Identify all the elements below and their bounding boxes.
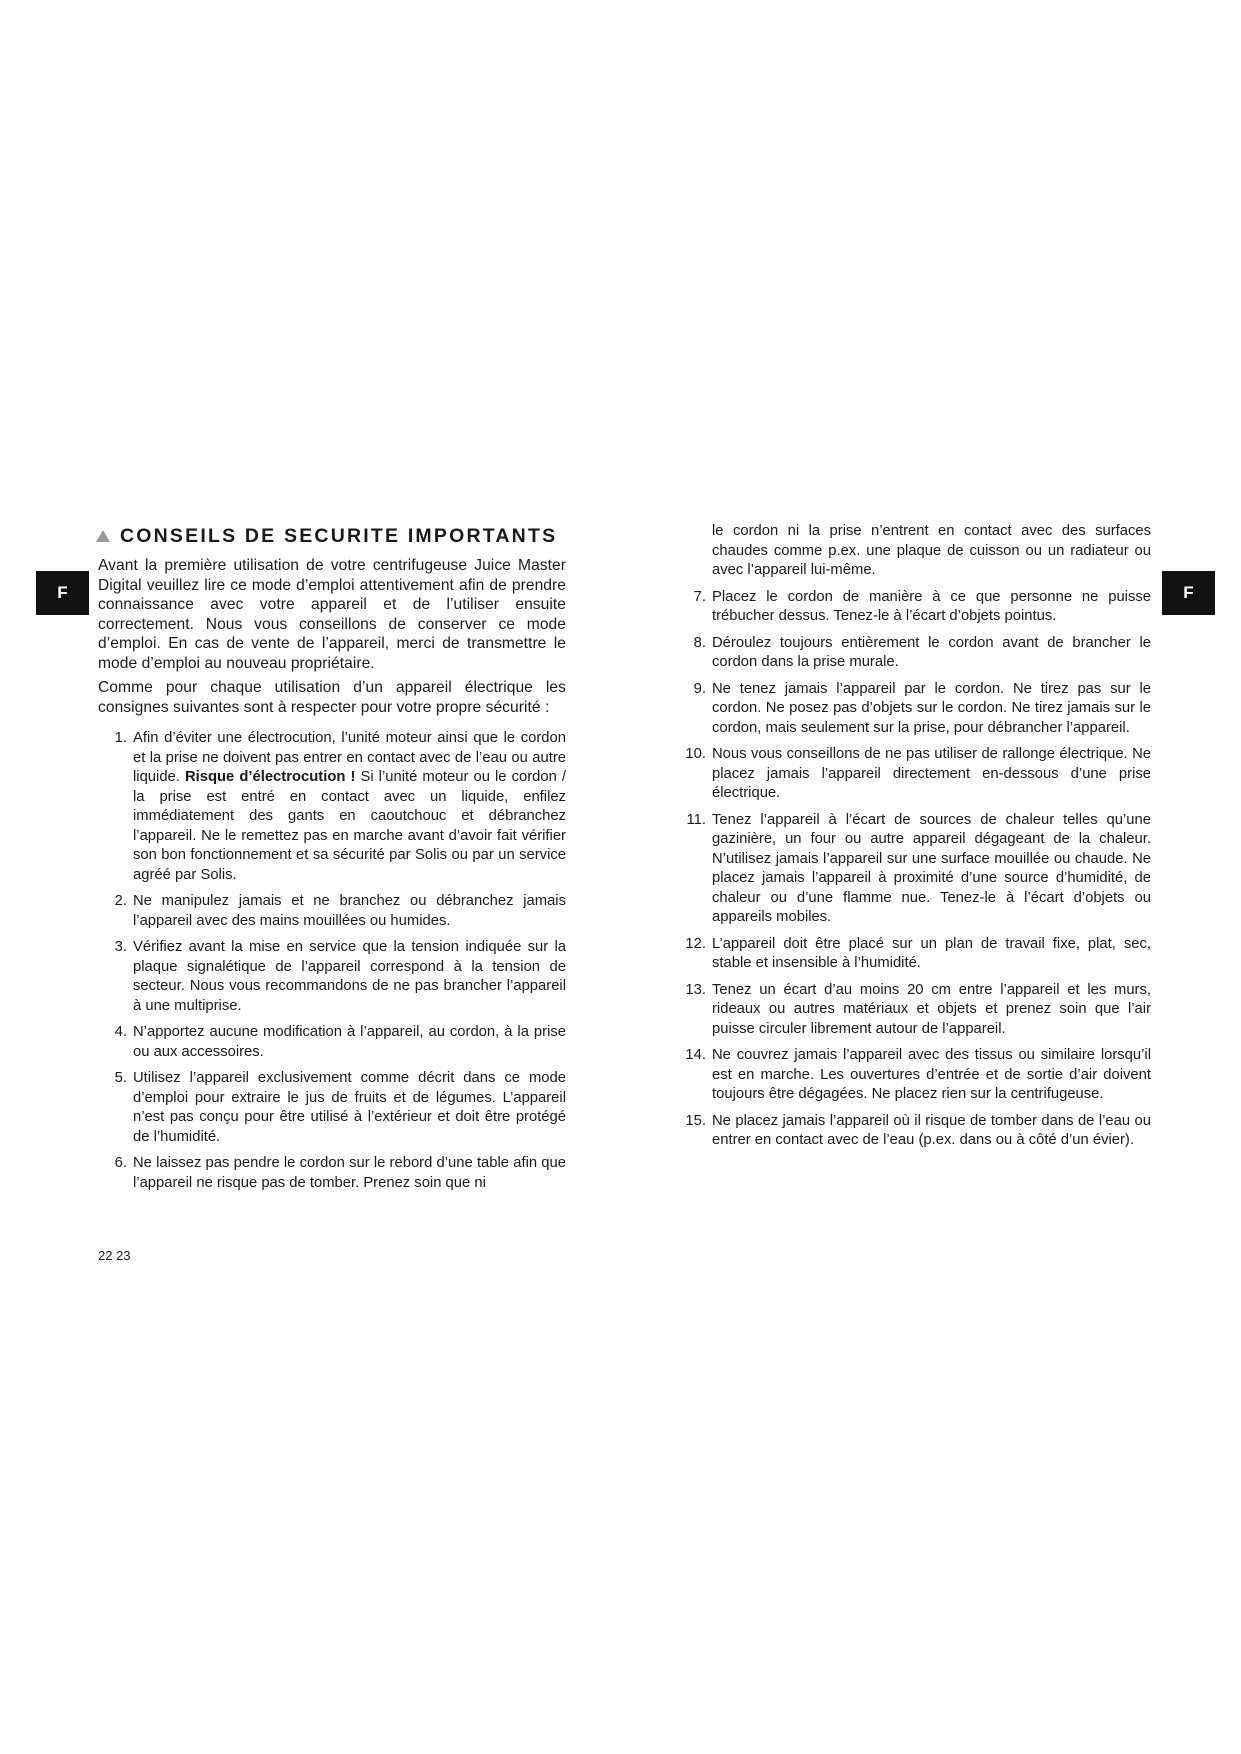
item-number: 4. <box>114 1024 127 1040</box>
item-text: Déroulez toujours entièrement le cordon avant de brancher le cordon dans la prise murale. <box>712 634 1151 670</box>
item-text: Nous vous conseillons de ne pas utiliser de rallonge électrique. Ne placez jamais l’appareil directement en-dessous d’une prise électrique. <box>712 746 1151 801</box>
item-number: 7. <box>693 588 706 605</box>
item-text-part: Si l’unité moteur ou le cordon / la prise est entré en contact avec un liquide, enfilez immédiatement des gants en caoutchouc et débranchez l’appareil. Ne le remettez pas en marche avant d’avoir fait vérifier son bon fonctionnement et sa sécurité par Solis ou par un service agréé par Solis. <box>133 769 566 883</box>
warning-triangle-icon <box>96 530 110 542</box>
item-number: 1. <box>114 730 127 746</box>
list-item <box>98 1154 566 1193</box>
item-text: Utilisez l’appareil exclusivement comme décrit dans ce mode d’emploi pour extraire le jus de fruits et de légumes. L’appareil n’est pas conçu pour être utilisé à l’extérieur et doit être protégé de l’humidité. <box>133 1070 566 1145</box>
item-number: 10. <box>685 746 706 762</box>
left-column <box>98 522 566 1200</box>
item-text: Ne manipulez jamais et ne branchez ou débranchez jamais l’appareil avec des mains mouillées ou humides. <box>133 893 566 929</box>
item-text: Ne tenez jamais l’appareil par le cordon. Ne tirez pas sur le cordon. Ne posez pas d’objets sur le cordon. Ne tirez jamais sur le cordon, mais seulement sur la prise, pour débrancher l’appareil. <box>712 680 1151 736</box>
item-number: 2. <box>114 893 127 909</box>
intro-paragraph: Avant la première utilisation de votre centrifugeuse Juice Master Digital veuillez lire ce mode d’emploi attentivement afin de prendre connaissance avec votre appareil et de l’utiliser ensuite correctement. Nous vous conseillons de conserver ce mode d’emploi. En cas de vente de l’appareil, merci de transmettre le mode d’emploi au nouveau propriétaire. <box>98 557 566 672</box>
list-item <box>98 892 566 931</box>
item-text: Tenez un écart d’au moins 20 cm entre l’appareil et les murs, rideaux ou autres matériaux et objets et prenez soin que l’air puisse circuler librement autour de l’appareil. <box>712 981 1151 1037</box>
item-number: 15. <box>685 1112 706 1129</box>
item-text: Ne couvrez jamais l’appareil avec des tissus ou similaire lorsqu’il est en marche. Les ouvertures d’entrée et de sortie d’air doivent toujours être dégagées. Ne placez rien sur la centrifugeuse. <box>712 1047 1151 1102</box>
section-heading <box>96 522 566 550</box>
item-continuation: le cordon ni la prise n’entrent en contact avec des surfaces chaudes comme p.ex. une plaque de cuisson ou un radiateur ou avec l’appareil lui-même. <box>712 523 1151 578</box>
list-item <box>677 981 1151 1040</box>
list-item <box>677 745 1151 804</box>
item-number: 11. <box>686 811 706 828</box>
list-item <box>98 938 566 1016</box>
list-item <box>677 935 1151 974</box>
list-item <box>677 811 1151 928</box>
item-text: Tenez l’appareil à l’écart de sources de chaleur telles qu’une gazinière, un four ou autre appareil dégageant de la chaleur. N’utilisez jamais l’appareil sur une surface mouillée ou chaude. Ne placez jamais l’appareil à proximité d’une source d’humidité, de chaleur ou d’une flamme nue. Tenez-le à l’écart d’objets ou appareils mobiles. <box>712 811 1151 925</box>
item-text: Placez le cordon de manière à ce que personne ne puisse trébucher dessus. Tenez-le à l’écart d’objets pointus. <box>712 588 1151 624</box>
intro-paragraph: Comme pour chaque utilisation d’un appareil électrique les consignes suivantes sont à respecter pour votre propre sécurité : <box>98 679 566 716</box>
item-number: 8. <box>693 634 706 651</box>
item-text: N’apportez aucune modification à l’appareil, au cordon, à la prise ou aux accessoires. <box>133 1024 566 1060</box>
list-item <box>677 588 1151 627</box>
item-number: 9. <box>693 680 706 697</box>
item-number: 6. <box>114 1155 127 1171</box>
list-item <box>677 1046 1151 1105</box>
page-numbers: 22 23 <box>98 1248 131 1263</box>
item-text: Ne placez jamais l’appareil où il risque de tomber dans de l’eau ou entrer en contact avec de l’eau (p.ex. dans ou à côté d’un évier). <box>712 1112 1151 1148</box>
list-item <box>98 1023 566 1062</box>
heading-text: CONSEILS DE SECURITE IMPORTANTS <box>120 524 558 547</box>
list-item <box>677 1112 1151 1151</box>
item-text: Vérifiez avant la mise en service que la tension indiquée sur la plaque signalétique de l’appareil correspond à la tension de secteur. Nous vous recommandons de ne pas brancher l’appareil à une multiprise. <box>133 939 566 1014</box>
item-text-part: Afin d’éviter une électrocution, l’unité moteur ainsi que le cordon et la prise ne doivent pas entrer en contact avec de l’eau ou autre liquide. <box>133 730 566 785</box>
item-text: L’appareil doit être placé sur un plan de travail fixe, plat, sec, stable et insensible à l’humidité. <box>712 935 1151 971</box>
list-item <box>677 680 1151 739</box>
item-number: 12. <box>685 935 706 952</box>
item-number: 13. <box>685 981 706 998</box>
list-item <box>98 1069 566 1147</box>
right-column <box>677 522 1151 1158</box>
list-item <box>98 729 566 885</box>
language-tab-right: F <box>1162 571 1215 615</box>
item-number: 5. <box>114 1070 127 1086</box>
safety-list-right <box>677 588 1151 1151</box>
list-item <box>677 634 1151 673</box>
item-number: 3. <box>114 939 127 955</box>
safety-list-left <box>98 729 566 1193</box>
warning-emphasis: Risque d’électrocution ! <box>184 769 356 785</box>
item-text: Ne laissez pas pendre le cordon sur le rebord d’une table afin que l’appareil ne risque pas de tomber. Prenez soin que ni <box>133 1155 566 1191</box>
item-text <box>133 729 566 885</box>
language-tab-left: F <box>36 571 89 615</box>
item-number: 14. <box>685 1047 706 1063</box>
